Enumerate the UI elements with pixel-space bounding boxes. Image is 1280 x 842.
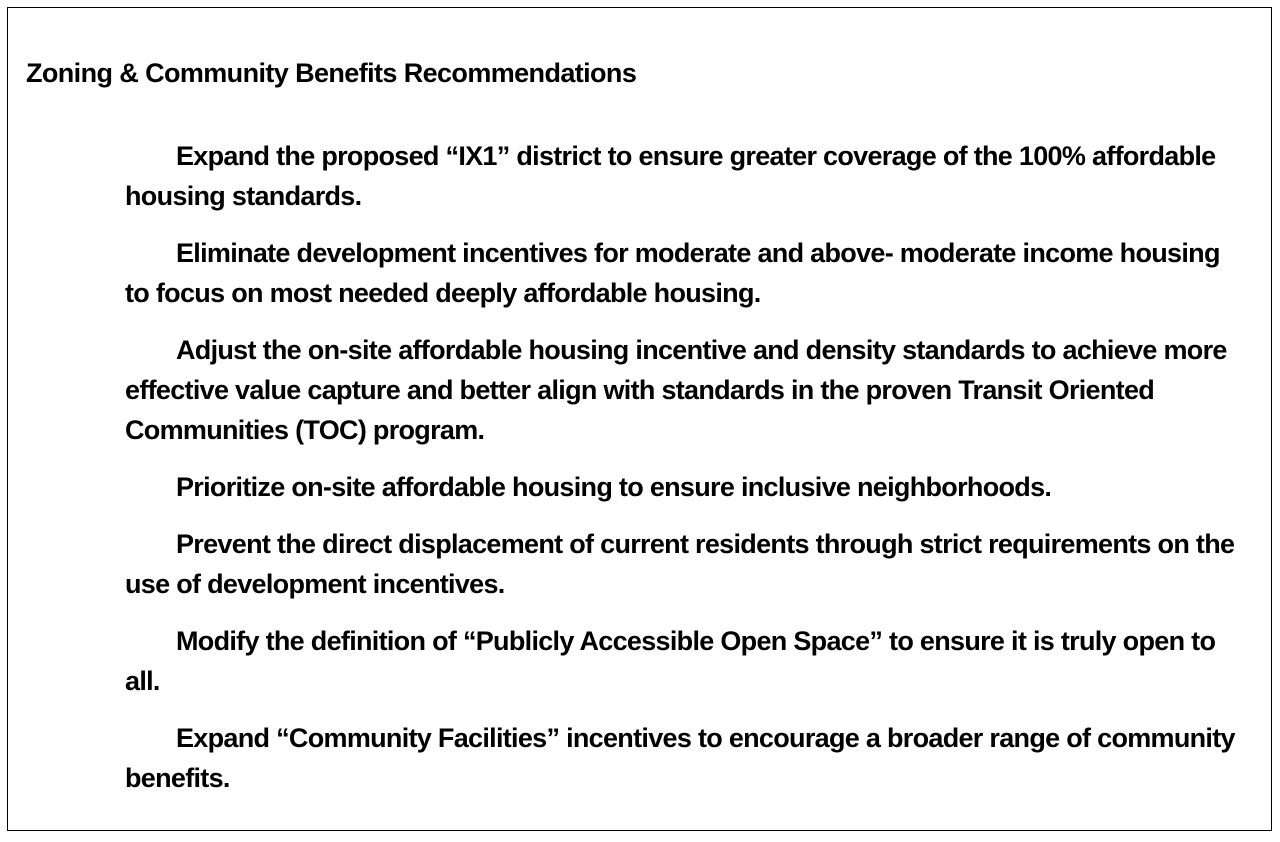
recommendation-item: Prevent the direct displacement of current residents through strict requirements on the use of development incentives.: [125, 529, 1235, 599]
recommendation-item: Prioritize on-site affordable housing to ensure inclusive neighborhoods.: [176, 472, 1052, 502]
recommendation-item: Adjust the on-site affordable housing incentive and density standards to achieve more effective value capture and better align with standards in the proven Transit Oriented Communities (TOC) program.: [125, 335, 1227, 445]
recommendation-item: Expand “Community Facilities” incentives to encourage a broader range of community benefits.: [125, 723, 1235, 793]
recommendation-item: Eliminate development incentives for moderate and above- moderate income housing to focus on most needed deeply affordable housing.: [125, 238, 1220, 308]
document-title: Zoning & Community Benefits Recommendations: [26, 58, 637, 88]
recommendation-item: Expand the proposed “IX1” district to ensure greater coverage of the 100% affordable housing standards.: [125, 141, 1216, 211]
recommendations-list: [125, 136, 1250, 815]
recommendation-item: Modify the definition of “Publicly Accessible Open Space” to ensure it is truly open to all.: [125, 626, 1216, 696]
